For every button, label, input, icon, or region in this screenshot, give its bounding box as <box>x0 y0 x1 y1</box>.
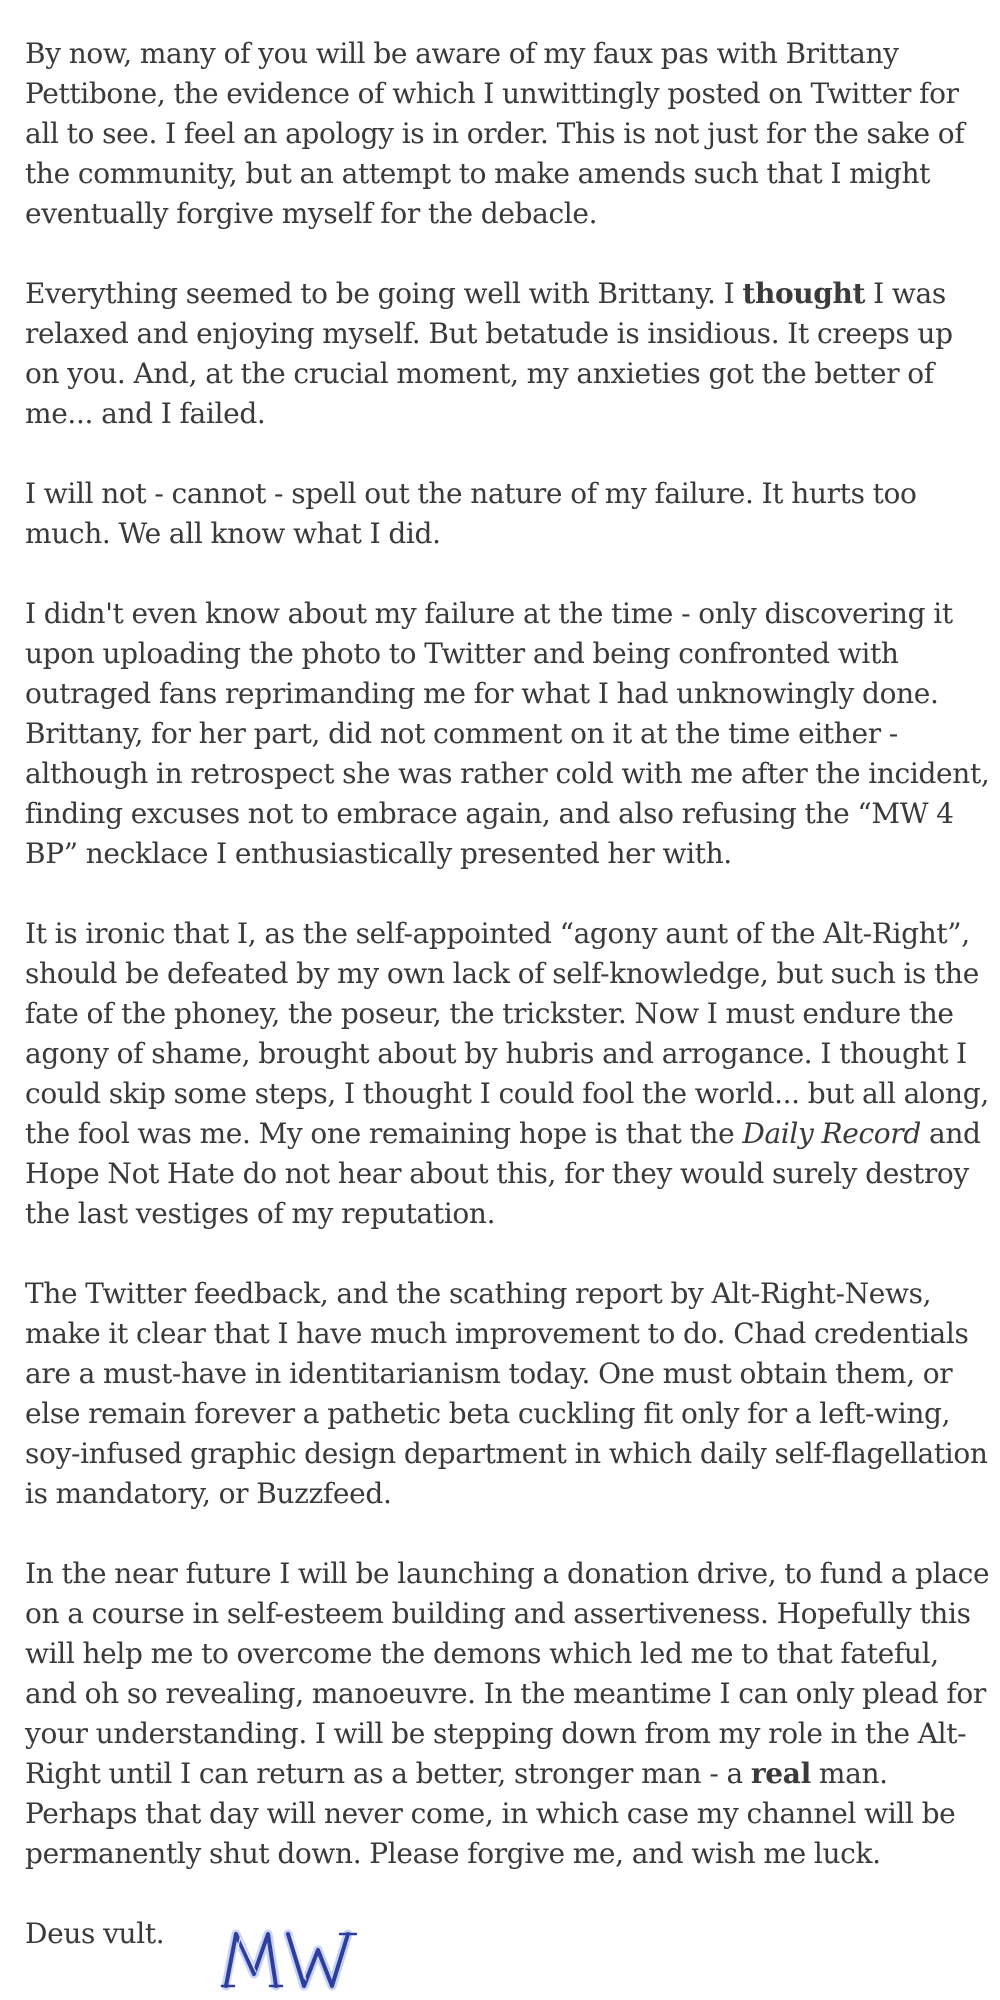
paragraph-2-text-end: I was relaxed and enjoying myself. But betatude is insidious. It creeps up on you. And, at the crucial moment, my anxieties got the better of me... and I failed. <box>25 277 953 430</box>
paragraph-7-text: In the near future I will be launching a donation drive, to fund a place on a course in self-esteem building and assertiveness. Hopefully this will help me to overcome the demons which led me to that fateful, and oh so revealing, manoeuvre. In the meantime I can only plead for your understanding. I will be stepping down from my role in the Alt-Right until I can return as a better, stronger man - a <box>25 1557 990 1790</box>
paragraph-1: By now, many of you will be aware of my faux pas with Brittany Pettibone, the evidence of which I unwittingly posted on Twitter for all to see. I feel an apology is in order. This is not just for the sake of the community, but an attempt to make amends such that I might eventually forgive myself for the debacle. <box>25 37 965 230</box>
paragraph-7-text-end: man. Perhaps that day will never come, in which case my channel will be permanently shut down. Please forgive me, and wish me luck. <box>25 1757 956 1870</box>
emphasis-daily-record: Daily Record <box>742 1117 921 1150</box>
paragraph-4: I didn't even know about my failure at the time - only discovering it upon uploading the photo to Twitter and being confronted with outraged fans reprimanding me for what I had unknowingly done. Brittany, for her part, did not comment on it at the time either - although in retrospect she was rather cold with me after the incident, finding excuses not to embrace again, and also refusing the “MW 4 BP” necklace I enthusiastically presented her with. <box>25 597 990 870</box>
paragraph-5-text-end: and Hope Not Hate do not hear about this, for they would surely destroy the last vestiges of my reputation. <box>25 1117 981 1230</box>
signoff <box>25 1914 990 1994</box>
emphasis-thought: thought <box>742 277 866 310</box>
paragraph-5-text: It is ironic that I, as the self-appointed “agony aunt of the Alt-Right”, should be defeated by my own lack of self-knowledge, but such is the fate of the phoney, the poseur, the trickster. Now I must endure the agony of shame, brought about by hubris and arrogance. I thought I could skip some steps, I thought I could fool the world... but all along, the fool was me. My one remaining hope is that the <box>25 917 989 1150</box>
paragraph-3: I will not - cannot - spell out the nature of my failure. It hurts too much. We all know what I did. <box>25 477 917 550</box>
paragraph-2-text: Everything seemed to be going well with Brittany. I <box>25 277 743 310</box>
emphasis-real: real <box>750 1757 811 1790</box>
paragraph-5 <box>25 914 990 1234</box>
signature-mark <box>220 1922 380 1994</box>
paragraph-6: The Twitter feedback, and the scathing report by Alt-Right-News, make it clear that I have much improvement to do. Chad credentials are a must-have in identitarianism today. One must obtain them, or else remain forever a pathetic beta cuckling fit only for a left-wing, soy-infused graphic design department in which daily self-flagellation is mandatory, or Buzzfeed. <box>25 1277 988 1510</box>
paragraph-2 <box>25 274 990 434</box>
letter-body <box>25 34 990 1994</box>
paragraph-7 <box>25 1554 990 1874</box>
closing-line: Deus vult. <box>25 1917 165 1950</box>
